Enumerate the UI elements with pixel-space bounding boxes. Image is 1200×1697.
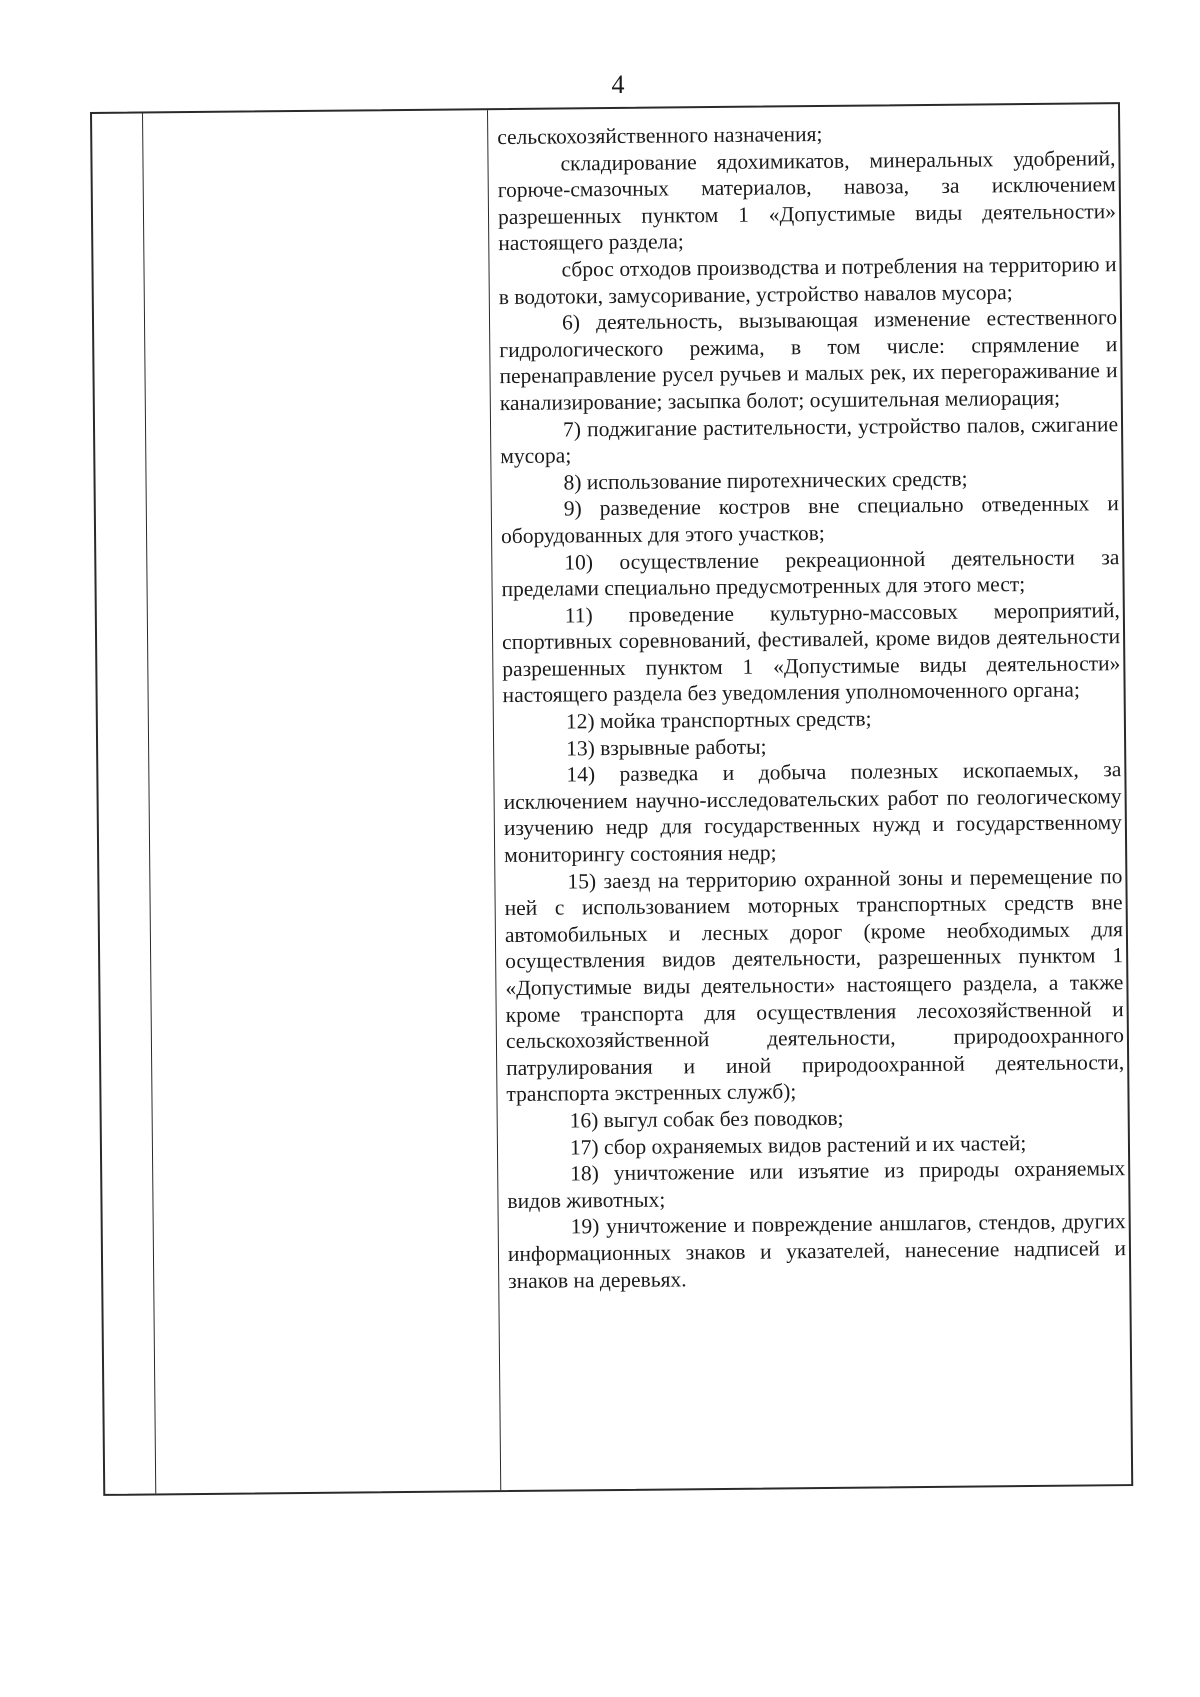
list-item: 11) проведение культурно-массовых мероприятий, спортивных соревнований, фестивалей, кроме видов деятельности разрешенных пунктом 1 «Допустимые виды деятельности» настоящего раздела без уведомления уполномоченного органа; [501, 597, 1121, 708]
paragraph: сброс отходов производства и потребления на территорию и в водотоки, замусоривание, устройство навалов мусора; [498, 252, 1117, 309]
list-item: 18) уничтожение или изъятие из природы охраняемых видов животных; [507, 1156, 1126, 1213]
list-item: 10) осуществление рекреационной деятельности за пределами специально предусмотренных для этого мест; [501, 544, 1120, 602]
list-item: 6) деятельность, вызывающая изменение естественного гидрологического режима, в том числе: спрямление и перенаправление русел ручьев и малых рек, их перегораживание и канализирование; засыпка болот; осушительная мелиорация; [499, 305, 1118, 416]
list-item: 7) поджигание растительности, устройство палов, сжигание мусора; [500, 411, 1119, 469]
table-cell-text [497, 118, 1126, 1294]
list-item: 19) уничтожение и повреждение аншлагов, стендов, других информационных знаков и указателей, нанесение надписей и знаков на деревьях. [507, 1209, 1127, 1293]
list-item: 13) взрывные работы; [566, 734, 767, 761]
list-item: 8) использование пиротехнических средств; [563, 466, 968, 495]
paragraph: складирование ядохимикатов, минеральных удобрений, горюче-смазочных материалов, навоза, за исключением разрешенных пунктом 1 «Допустимые виды деятельности» настоящего раздела; [497, 145, 1117, 256]
list-item: 16) выгул собак без поводков; [569, 1105, 844, 1133]
list-item: 14) разведка и добыча полезных ископаемых, за исключением научно-исследовательских работ по геологическому изучению недр для государственных нужд и государственному мониторингу состояния недр; [503, 757, 1122, 868]
list-item: 15) заезд на территорию охранной зоны и перемещение по ней с использованием моторных транспортных средств вне автомобильных и лесных дорог (кроме необходимых для осуществления видов деятельности, разрешенных пунктом 1 «Допустимые виды деятельности» настоящего раздела, а также кроме транспорта для осуществления лесохозяйственной и сельскохозяйственной деятельности, природоохранного патрулирования и иной природоохранной деятельности, транспорта экстренных служб); [504, 863, 1125, 1107]
list-item: 17) сбор охраняемых видов растений и их частей; [569, 1130, 1027, 1160]
table-column-divider [142, 113, 156, 1493]
list-item: 12) мойка транспортных средств; [565, 706, 872, 734]
list-item: 9) разведение костров вне специально отведенных и оборудованных для этого участков; [500, 491, 1119, 548]
page-number: 4 [611, 70, 625, 99]
document-table [90, 102, 1133, 1496]
paragraph: сельскохозяйственного назначения; [497, 121, 823, 150]
